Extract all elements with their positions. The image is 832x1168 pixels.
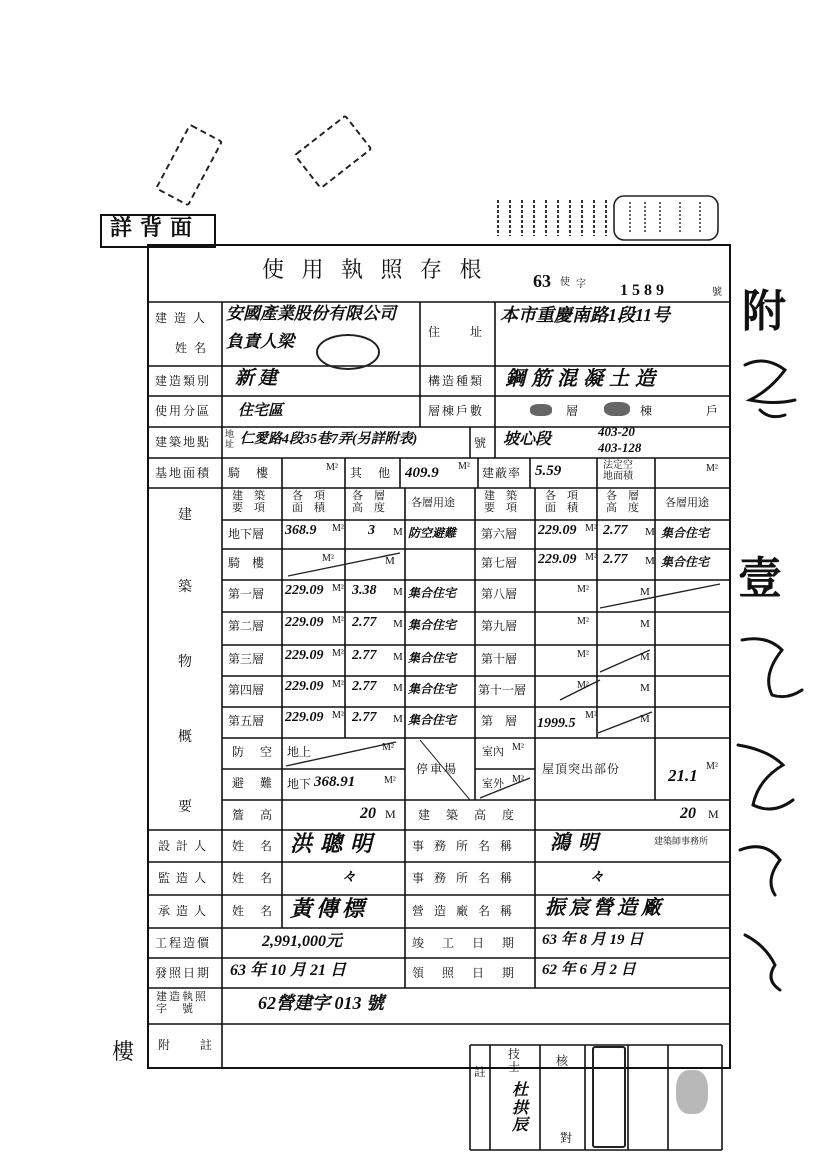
arcade-label: 騎 樓 bbox=[228, 466, 271, 480]
floor-label-right: 第 層 bbox=[481, 714, 518, 728]
approval-seal bbox=[592, 1046, 626, 1148]
supervisor-label: 監造人 bbox=[158, 871, 213, 885]
open-space-unit: M² bbox=[706, 463, 718, 474]
floor-height-unit-right: M bbox=[640, 651, 650, 663]
supervisor-name-label: 姓 名 bbox=[232, 871, 275, 885]
land-section: 坡心段 bbox=[503, 431, 552, 448]
parking-label: 停車場 bbox=[416, 762, 459, 776]
check-label: 核 bbox=[556, 1054, 571, 1068]
header-area: 各 項 面 積 bbox=[292, 490, 325, 515]
floor-height-unit-right: M bbox=[645, 555, 655, 567]
header-use-right: 各層用途 bbox=[665, 497, 709, 509]
builder-representative: 負責人梁 bbox=[226, 332, 294, 351]
building-count-mark bbox=[604, 402, 630, 416]
building-side-1: 建 bbox=[178, 508, 192, 523]
unit-unit: 戶 bbox=[706, 404, 721, 418]
roof-label: 屋頂突出部份 bbox=[542, 762, 621, 776]
floor-area: 229.09 bbox=[285, 679, 324, 694]
builder-company: 安國產業股份有限公司 bbox=[226, 304, 396, 323]
contractor-name: 黃傳標 bbox=[290, 896, 369, 921]
floor-use: 集合住宅 bbox=[408, 651, 457, 665]
location-hao: 號 bbox=[474, 436, 489, 450]
arcade-unit: M² bbox=[326, 462, 338, 473]
issue-date-label: 發照日期 bbox=[155, 966, 212, 980]
floor-label: 第五層 bbox=[228, 714, 265, 728]
floor-label: 第四層 bbox=[228, 683, 265, 697]
floor-label-right: 第七層 bbox=[481, 556, 518, 570]
roof-value: 21.1 bbox=[668, 766, 698, 785]
floor-label-right: 第十一層 bbox=[478, 683, 527, 697]
floor-area-unit: M² bbox=[332, 679, 344, 690]
left-margin-char: 樓 bbox=[112, 1039, 135, 1064]
floor-area-right: 229.09 bbox=[538, 552, 577, 567]
right-margin-char-1: 附 bbox=[742, 287, 786, 336]
floor-height-unit: M bbox=[393, 618, 403, 630]
floor-height: 2.77 bbox=[352, 615, 377, 630]
floor-height-unit: M bbox=[385, 555, 395, 567]
contractor-label: 承造人 bbox=[158, 904, 213, 918]
designer-name: 洪聰明 bbox=[290, 831, 381, 856]
building-side-3: 物 bbox=[178, 655, 192, 670]
designer-name-label: 姓 名 bbox=[232, 839, 275, 853]
building-height-unit: M bbox=[708, 807, 721, 821]
building-height-value: 20 bbox=[680, 805, 696, 822]
floor-area-unit-right: M² bbox=[577, 680, 589, 691]
shelter-above-label: 地上 bbox=[287, 745, 312, 759]
supervisor-name: 々 bbox=[342, 870, 356, 885]
floor-height-unit-right: M bbox=[640, 618, 650, 630]
builder-seal bbox=[316, 334, 380, 370]
permit-value: 62營建字 013 號 bbox=[258, 993, 384, 1013]
license-zi: 字 bbox=[576, 279, 586, 290]
floor-area-right: 1999.5 bbox=[537, 716, 576, 731]
contractor-office-label: 營造廠名稱 bbox=[412, 904, 523, 918]
floor-label: 第二層 bbox=[228, 619, 265, 633]
license-type: 使 bbox=[560, 277, 570, 288]
shelter-above-unit: M² bbox=[382, 742, 394, 753]
floor-height: 3.38 bbox=[352, 583, 377, 598]
header-area-right: 各 項 面 積 bbox=[545, 490, 578, 515]
zoning-value: 住宅區 bbox=[238, 403, 284, 419]
eaves-label: 簷 高 bbox=[232, 808, 275, 822]
verify-label: 對 bbox=[560, 1131, 575, 1145]
land-lot-2: 403-128 bbox=[598, 440, 642, 455]
builder-address: 本市重慶南路1段11号 bbox=[500, 305, 671, 325]
shelter-below-unit: M² bbox=[384, 775, 396, 786]
floor-height-right: 2.77 bbox=[603, 523, 628, 538]
land-lot-1: 403-20 bbox=[598, 424, 635, 439]
building-side-5: 要 bbox=[178, 800, 192, 815]
floor-label-right: 第六層 bbox=[481, 527, 518, 541]
signoff-note: 註 bbox=[474, 1065, 489, 1079]
other-value: 409.9 bbox=[405, 465, 439, 481]
form-title: 使 用 執 照 存 根 bbox=[262, 257, 488, 282]
floor-area-unit: M² bbox=[332, 583, 344, 594]
floor-label: 地下層 bbox=[228, 527, 265, 541]
floor-area: 368.9 bbox=[285, 523, 317, 538]
designer-office: 鴻明 bbox=[550, 832, 606, 854]
shelter-below-label: 地下 bbox=[287, 777, 312, 791]
floor-area-unit-right: M² bbox=[585, 523, 597, 534]
floor-label-right: 第八層 bbox=[481, 587, 518, 601]
header-item-right: 建 築 要 項 bbox=[484, 490, 517, 515]
tech-label: 技 士 bbox=[508, 1047, 521, 1075]
header-height-right: 各 層 高 度 bbox=[606, 490, 639, 515]
floor-label: 騎 樓 bbox=[228, 556, 265, 570]
construction-type-label: 建造類別 bbox=[155, 374, 212, 388]
building-side-2: 築 bbox=[178, 580, 192, 595]
floor-area-unit: M² bbox=[332, 523, 344, 534]
license-number: 1589 bbox=[620, 282, 668, 299]
builder-address-label: 住 址 bbox=[428, 325, 485, 339]
construction-type-value: 新建 bbox=[235, 368, 282, 389]
header-item: 建 築 要 項 bbox=[232, 490, 265, 515]
shelter-below-value: 368.91 bbox=[314, 774, 356, 790]
completion-label: 竣工日期 bbox=[412, 936, 533, 950]
floor-height-unit: M bbox=[393, 713, 403, 725]
remarks-label: 附 註 bbox=[158, 1038, 215, 1052]
receive-date-label: 領照日期 bbox=[412, 966, 533, 980]
tech-name: 杜 拱 辰 bbox=[512, 1082, 529, 1135]
structure-label: 構造種類 bbox=[428, 374, 485, 388]
supervisor-office-label: 事務所名稱 bbox=[412, 871, 523, 885]
parking-outdoor-unit: M² bbox=[512, 774, 524, 785]
floor-label: 第三層 bbox=[228, 652, 265, 666]
issue-date-value: 63 年 10 月 21 日 bbox=[230, 962, 347, 979]
floor-area-unit-right: M² bbox=[577, 584, 589, 595]
floor-area-unit: M² bbox=[332, 615, 344, 626]
right-margin-char-2: 壹 bbox=[738, 554, 782, 603]
floor-height: 2.77 bbox=[352, 679, 377, 694]
cost-value: 2,991,000元 bbox=[262, 933, 343, 950]
floor-use-right: 集合住宅 bbox=[661, 526, 710, 540]
floor-use: 集合住宅 bbox=[408, 682, 457, 696]
floor-area: 229.09 bbox=[285, 583, 324, 598]
floor-height-unit-right: M bbox=[640, 713, 650, 725]
eaves-value: 20 bbox=[360, 805, 376, 822]
floor-height: 2.77 bbox=[352, 710, 377, 725]
completion-value: 63 年 8 月 19 日 bbox=[542, 932, 644, 948]
building-unit: 棟 bbox=[640, 404, 655, 418]
designer-label: 設計人 bbox=[158, 839, 213, 853]
floor-height-unit-right: M bbox=[640, 682, 650, 694]
floor-area-unit: M² bbox=[332, 710, 344, 721]
floor-height-unit-right: M bbox=[640, 586, 650, 598]
floor-height-right: 2.77 bbox=[603, 552, 628, 567]
floor-height: 3 bbox=[368, 523, 375, 538]
eaves-unit: M bbox=[385, 807, 398, 821]
floor-count-label: 層棟戶數 bbox=[428, 404, 485, 418]
coverage-label: 建蔽率 bbox=[482, 466, 522, 480]
floor-label-right: 第九層 bbox=[481, 619, 518, 633]
license-year: 63 bbox=[533, 271, 551, 291]
floor-height-unit: M bbox=[393, 586, 403, 598]
header-use: 各層用途 bbox=[411, 497, 455, 509]
parking-outdoor-label: 室外 bbox=[482, 778, 504, 790]
floor-height-unit: M bbox=[393, 526, 403, 538]
floor-height: 2.77 bbox=[352, 648, 377, 663]
floor-area-unit-right: M² bbox=[577, 649, 589, 660]
site-area-label: 基地面積 bbox=[155, 466, 212, 480]
floor-area-right: 229.09 bbox=[538, 523, 577, 538]
builder-name-label: 姓 名 bbox=[175, 341, 209, 355]
floor-use-right: 集合住宅 bbox=[661, 555, 710, 569]
structure-value: 鋼筋混凝土造 bbox=[505, 368, 661, 390]
designer-office-stamp: 建築師事務所 bbox=[654, 836, 709, 846]
other-unit: M² bbox=[458, 461, 470, 472]
floor-use: 防空避難 bbox=[408, 526, 457, 540]
floor-height-unit-right: M bbox=[645, 526, 655, 538]
floor-use: 集合住宅 bbox=[408, 713, 457, 727]
building-height-label: 建 築 高 度 bbox=[418, 808, 517, 822]
contractor-name-label: 姓 名 bbox=[232, 904, 275, 918]
floor-label: 第一層 bbox=[228, 587, 265, 601]
floor-area-unit: M² bbox=[322, 553, 334, 564]
parking-indoor-label: 室內 bbox=[482, 746, 504, 758]
signature-mark bbox=[676, 1070, 708, 1114]
builder-label: 建 造 人 bbox=[155, 311, 208, 325]
permit-label: 建造執照 字 號 bbox=[156, 991, 208, 1016]
floor-count-mark bbox=[530, 404, 552, 416]
shelter-label-top: 防 空 bbox=[232, 745, 275, 759]
floor-area: 229.09 bbox=[285, 710, 324, 725]
contractor-office: 振宸營造廠 bbox=[545, 897, 665, 919]
floor-use: 集合住宅 bbox=[408, 618, 457, 632]
location-label: 建築地點 bbox=[155, 435, 212, 449]
cost-label: 工程造價 bbox=[155, 936, 212, 950]
building-side-4: 概 bbox=[178, 730, 192, 745]
floor-area-unit: M² bbox=[332, 648, 344, 659]
roof-unit: M² bbox=[706, 761, 718, 772]
supervisor-office: 々 bbox=[590, 870, 604, 885]
zoning-label: 使用分區 bbox=[155, 404, 212, 418]
location-address-label: 地 址 bbox=[225, 429, 235, 449]
floor-label-right: 第十層 bbox=[481, 652, 518, 666]
receive-date-value: 62 年 6 月 2 日 bbox=[542, 962, 636, 978]
license-hao: 號 bbox=[712, 287, 722, 298]
floor-use: 集合住宅 bbox=[408, 586, 457, 600]
floor-height-unit: M bbox=[393, 682, 403, 694]
shelter-label-bottom: 避 難 bbox=[232, 776, 275, 790]
side-label: 詳背面 bbox=[110, 215, 201, 240]
parking-indoor-unit: M² bbox=[512, 742, 524, 753]
floor-area-unit-right: M² bbox=[577, 616, 589, 627]
header-height: 各 層 高 度 bbox=[352, 490, 385, 515]
floor-area-unit-right: M² bbox=[585, 552, 597, 563]
floor-area-unit-right: M² bbox=[585, 710, 597, 721]
location-address: 仁愛路4段35巷7弄(另詳附表) bbox=[240, 432, 418, 447]
floor-area: 229.09 bbox=[285, 615, 324, 630]
other-label: 其 他 bbox=[350, 466, 393, 480]
coverage-value: 5.59 bbox=[535, 463, 562, 479]
open-space-label: 法定空 地面積 bbox=[603, 460, 633, 482]
floor-unit: 層 bbox=[566, 404, 581, 418]
floor-height-unit: M bbox=[393, 651, 403, 663]
floor-area: 229.09 bbox=[285, 648, 324, 663]
designer-office-label: 事務所名稱 bbox=[412, 839, 523, 853]
